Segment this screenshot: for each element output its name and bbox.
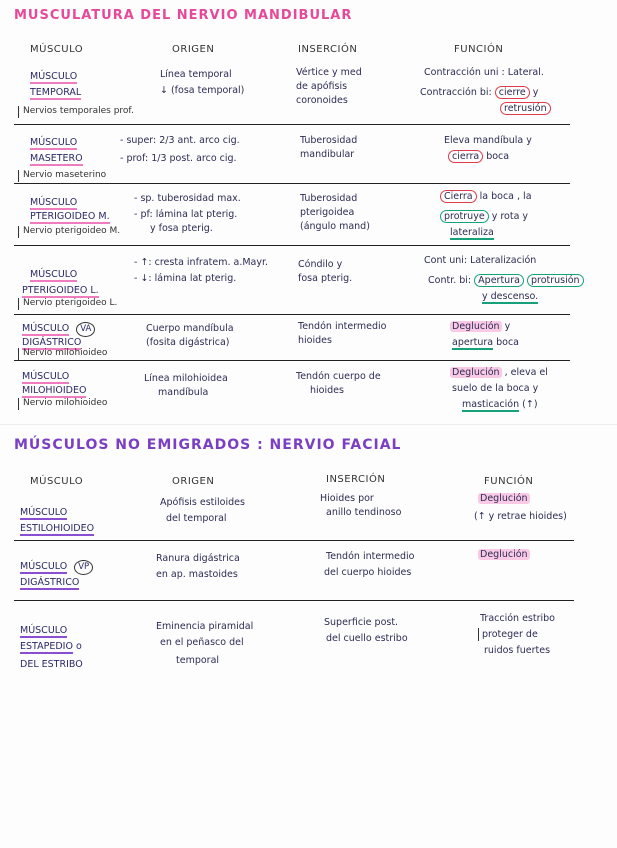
row-divider [14,183,570,184]
insertion-text: hioides [310,385,344,396]
header-insertion: INSERCIÓN [298,44,358,55]
origin-text: en el peñasco del [160,637,244,648]
origin-text: - ↑: cresta infratem. a.Mayr. [134,257,269,268]
annotation-circle: cierra [448,150,483,163]
function-text: Cierra la boca , la [440,190,532,203]
muscle-name: TEMPORAL [30,87,82,98]
highlight: Deglución [452,321,500,332]
insertion-text: Tendón cuerpo de [296,371,381,382]
origin-text: Ranura digástrica [156,553,240,564]
nerve-label: Nervios temporales prof. [18,106,134,118]
origin-text: (fosita digástrica) [146,337,230,348]
function-text: Tracción estribo [480,613,555,624]
annotation-circle: protruye [440,210,489,223]
belly-badge: VA [76,322,95,337]
belly-badge: VP [74,560,93,575]
muscle-name: MÚSCULO [30,269,78,280]
muscle-name: DIGÁSTRICO [22,337,82,348]
function-text: Deglución y [452,321,511,332]
function-text: Cont uni: Lateralización [424,255,537,266]
highlight: Deglución [452,367,500,378]
insertion-text: coronoides [296,95,348,106]
insertion-text: Tuberosidad [300,135,358,146]
header-insertion: INSERCIÓN [326,474,386,485]
function-text: apertura boca [452,337,519,348]
insertion-text: anillo tendinoso [326,507,402,518]
origin-text: - prof: 1/3 post. arco cig. [120,153,237,164]
function-text: Eleva mandíbula y [444,135,532,146]
annotation-circle: cierre [495,86,530,99]
highlight: Deglución [480,549,528,560]
nerve-label: Nervio milohioideo [18,398,107,410]
header-origin: ORIGEN [172,476,215,487]
nerve-label: Nervio maseterino [18,170,106,182]
function-text: (↑ y retrae hioides) [474,511,567,522]
function-text: cierra boca [448,150,509,163]
muscle-name: MÚSCULO [20,625,68,636]
origin-text: - pf: lámina lat pterig. [134,209,238,220]
insertion-text: fosa pterig. [298,273,353,284]
origin-text: mandíbula [158,387,209,398]
insertion-text: pterigoidea [300,207,355,218]
muscle-name: PTERIGOIDEO L. [22,285,99,296]
origin-text: temporal [176,655,220,666]
origin-text: Línea temporal [160,69,232,80]
function-text [478,548,530,561]
muscle-name: MÚSCULO [20,507,68,518]
header-muscle: MÚSCULO [30,476,84,487]
function-text: proteger de [478,628,538,641]
header-origin: ORIGEN [172,44,215,55]
function-text: Deglución , eleva el [452,367,548,378]
insertion-text: mandibular [300,149,355,160]
muscle-name: DEL ESTRIBO [20,659,83,670]
header-muscle: MÚSCULO [30,44,84,55]
row-divider [14,124,570,125]
row-divider [14,540,574,541]
insertion-text: de apófisis [296,81,348,92]
muscle-name: ESTAPEDIO o [20,641,82,652]
insertion-text: Tendón intermedio [298,321,387,332]
muscle-name: MÚSCULO [30,71,78,82]
origin-text: - super: 2/3 ant. arco cig. [120,135,240,146]
nerve-label: Nervio milohioideo [18,348,107,360]
header-function: FUNCIÓN [454,44,504,55]
muscle-name: MÚSCULO [22,371,70,382]
muscle-name: ESTILOHIOIDEO [20,523,95,534]
origin-text: del temporal [166,513,227,524]
insertion-text: del cuello estribo [326,633,408,644]
nerve-label: Nervio pterigoideo M. [18,226,120,238]
function-text: Contracción bi: cierre y [420,87,539,98]
muscle-name: MASETERO [30,153,83,164]
section-1-title: MUSCULATURA DEL NERVIO MANDIBULAR [14,8,353,23]
muscle-name: MÚSCULO [30,197,78,208]
function-text: ruidos fuertes [484,645,551,656]
row-divider [14,600,574,601]
section-2-title: MÚSCULOS NO EMIGRADOS : NERVIO FACIAL [14,437,402,453]
origin-text: y fosa pterig. [150,223,213,234]
origin-text: en ap. mastoides [156,569,238,580]
insertion-text: Tendón intermedio [326,551,415,562]
muscle-name: MÚSCULO VP [20,560,93,575]
row-divider [14,314,570,315]
function-text: lateraliza [450,227,494,238]
muscle-name: MÚSCULO [30,137,78,148]
muscle-name: MILOHIOIDEO [22,385,87,396]
origin-text: Apófisis estiloides [160,497,245,508]
insertion-text: hioides [298,335,332,346]
function-text: Contracción uni : Lateral. [424,67,544,78]
origin-text: Cuerpo mandíbula [146,323,234,334]
page-fold [0,424,617,425]
highlight: Deglución [480,493,528,504]
row-divider [14,360,570,361]
annotation-circle: Cierra [440,190,477,203]
muscle-name: DIGÁSTRICO [20,577,80,588]
function-text: protruye y rota y [440,210,528,223]
insertion-text: (ángulo mand) [300,221,370,232]
insertion-text: Vértice y med [296,67,362,78]
insertion-text: Superficie post. [324,617,399,628]
function-text [500,102,551,115]
muscle-name: PTERIGOIDEO M. [30,211,110,222]
function-text: suelo de la boca y [452,383,539,394]
nerve-label: Nervio pterigoideo L. [18,298,117,310]
muscle-name: MÚSCULO VA [22,322,95,337]
origin-text: ↓ (fosa temporal) [160,85,245,96]
function-text [478,492,530,505]
origin-text: Línea milohioidea [144,373,228,384]
row-divider [14,245,570,246]
header-function: FUNCIÓN [484,476,534,487]
insertion-text: Hioides por [320,493,374,504]
origin-text: - ↓: lámina lat pterig. [134,273,237,284]
insertion-text: Tuberosidad [300,193,358,204]
function-text: masticación (↑) [462,399,538,410]
function-text: y descenso. [482,291,539,302]
annotation-circle: Apertura [474,274,524,287]
function-text: Contr. bi: Apertura protrusión [428,274,584,287]
annotation-circle: protrusión [527,274,584,287]
annotation-circle: retrusión [500,102,551,115]
insertion-text: del cuerpo hioides [324,567,412,578]
origin-text: Eminencia piramidal [156,621,254,632]
insertion-text: Cóndilo y [298,259,343,270]
origin-text: - sp. tuberosidad max. [134,193,241,204]
